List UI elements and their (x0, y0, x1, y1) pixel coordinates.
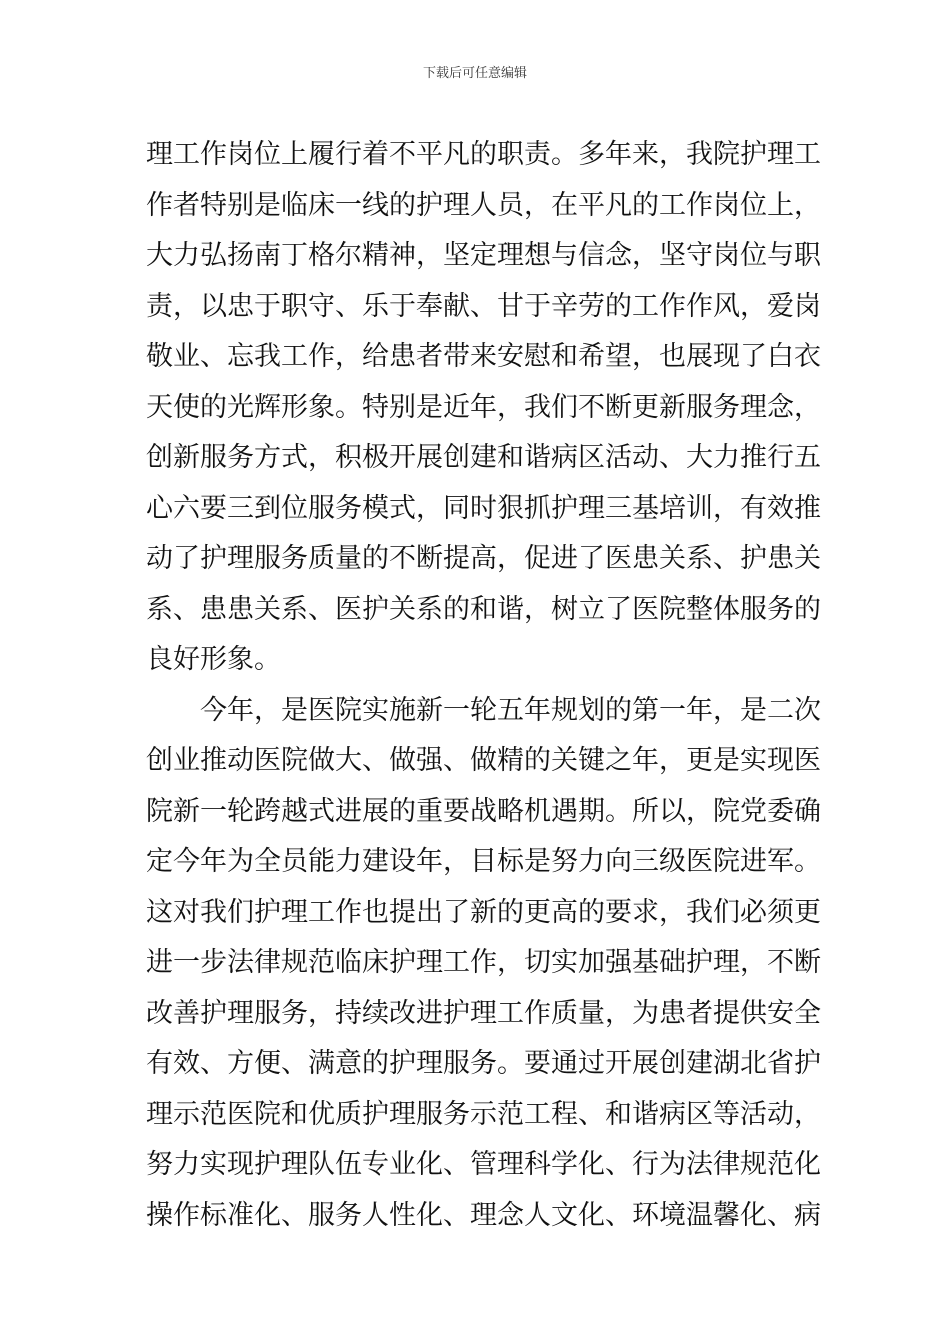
text-line: 良好形象。 (146, 644, 281, 675)
text-line: 创新服务方式，积极开展创建和谐病区活动、大力推行五 (146, 442, 821, 473)
document-body (146, 130, 821, 1241)
paragraph-2 (146, 686, 821, 1242)
text-line: 理工作岗位上履行着不平凡的职责。多年来，我院护理工 (146, 139, 821, 170)
text-line: 大力弘扬南丁格尔精神，坚定理想与信念，坚守岗位与职 (146, 240, 821, 271)
text-line: 定今年为全员能力建设年，目标是努力向三级医院进军。 (146, 846, 821, 877)
text-line: 院新一轮跨越式进展的重要战略机遇期。所以，院党委确 (146, 795, 821, 827)
paragraph-1 (146, 130, 821, 686)
text-line: 作者特别是临床一线的护理人员，在平凡的工作岗位上， (146, 189, 821, 221)
text-line: 创业推动医院做大、做强、做精的关键之年，更是实现医 (146, 745, 821, 776)
text-line: 敬业、忘我工作，给患者带来安慰和希望，也展现了白衣 (146, 341, 821, 372)
page-header-note: 下载后可任意编辑 (422, 66, 527, 81)
text-line: 操作标准化、服务人性化、理念人文化、环境温馨化、病 (146, 1199, 821, 1231)
text-line: 改善护理服务，持续改进护理工作质量，为患者提供安全 (146, 997, 821, 1029)
text-line: 这对我们护理工作也提出了新的更高的要求，我们必须更 (146, 896, 821, 928)
text-line: 努力实现护理队伍专业化、管理科学化、行为法律规范化 (146, 1149, 821, 1180)
text-line: 系、患患关系、医护关系的和谐，树立了医院整体服务的 (146, 593, 821, 625)
text-line: 责，以忠于职守、乐于奉献、甘于辛劳的工作作风，爱岗 (146, 290, 821, 322)
text-line: 今年，是医院实施新一轮五年规划的第一年，是二次 (200, 694, 821, 726)
text-line: 理示范医院和优质护理服务示范工程、和谐病区等活动， (146, 1098, 821, 1130)
text-line: 心六要三到位服务模式，同时狠抓护理三基培训，有效推 (146, 492, 821, 524)
text-line: 天使的光辉形象。特别是近年，我们不断更新服务理念， (146, 391, 821, 423)
text-line: 有效、方便、满意的护理服务。要通过开展创建湖北省护 (146, 1048, 821, 1079)
text-line: 进一步法律规范临床护理工作，切实加强基础护理，不断 (146, 947, 821, 978)
text-line: 动了护理服务质量的不断提高，促进了医患关系、护患关 (146, 543, 821, 574)
